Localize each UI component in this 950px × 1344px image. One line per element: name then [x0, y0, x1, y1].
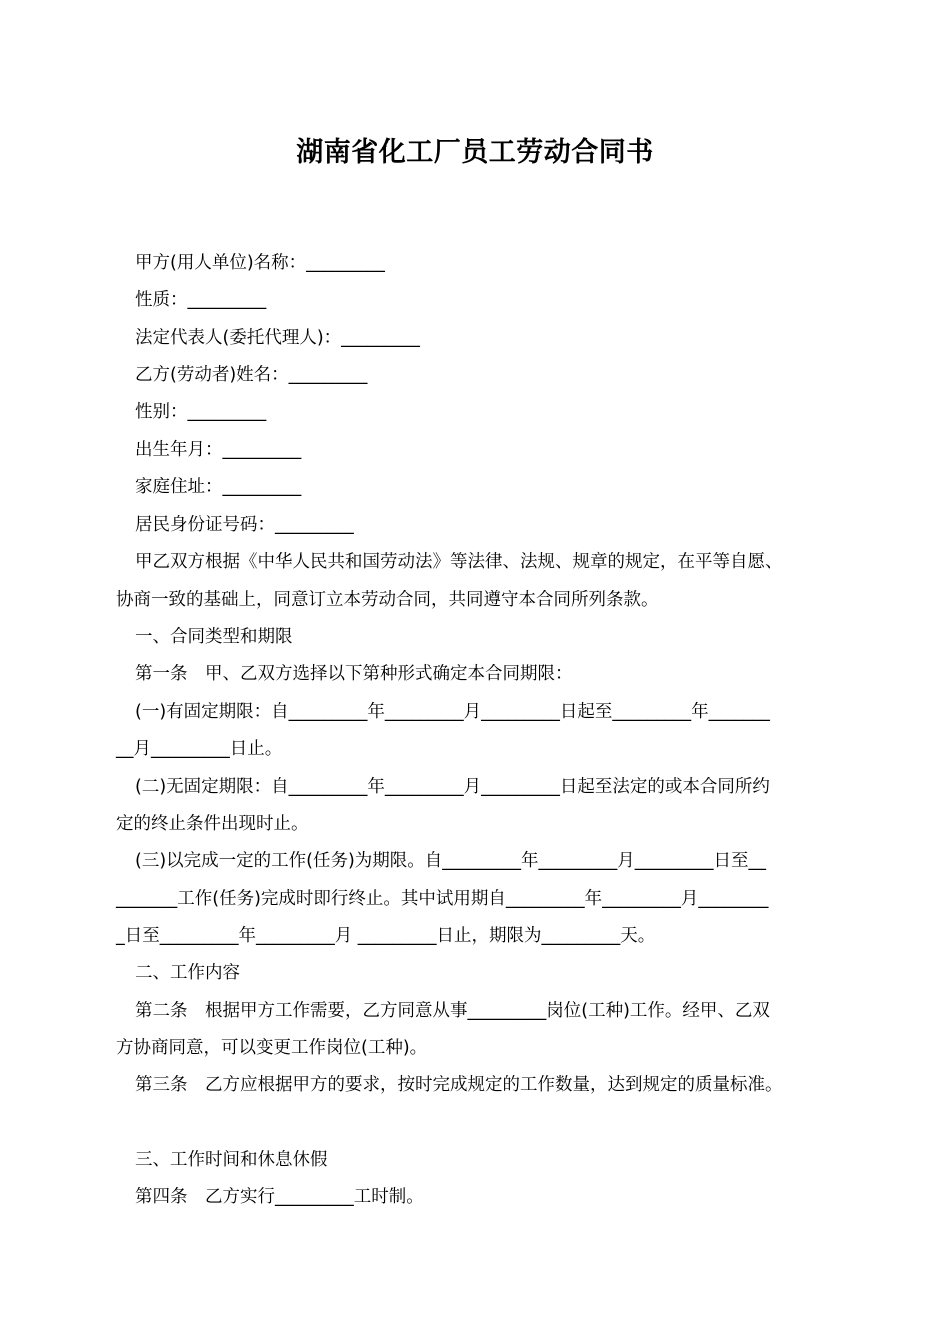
field-nature: 性质：_________ — [135, 290, 267, 310]
option-open-term-line-2: 定的终止条件出现时止。 — [116, 814, 309, 834]
field-legal-representative: 法定代表人(委托代理人)：_________ — [135, 328, 420, 348]
field-gender: 性别：_________ — [135, 402, 267, 422]
option-fixed-term-line-2: __月_________日止。 — [116, 739, 283, 759]
option-task-term-line-2: _______工作(任务)完成时即行终止。其中试用期自_________年_________月________ — [116, 889, 769, 909]
article-3: 第三条 乙方应根据甲方的要求，按时完成规定的工作数量，达到规定的质量标准。 — [135, 1075, 783, 1095]
article-1: 第一条 甲、乙双方选择以下第种形式确定本合同期限： — [135, 664, 573, 684]
section-heading-3: 三、工作时间和休息休假 — [135, 1150, 328, 1170]
field-birth-date: 出生年月：_________ — [135, 440, 302, 460]
option-task-term-line-3: _日至_________年_________月 _________日止，期限为_________天。 — [116, 926, 656, 946]
option-task-term-line-1: (三)以完成一定的工作(任务)为期限。自_________年_________月_________日至__ — [135, 851, 767, 871]
document-title: 湖南省化工厂员工劳动合同书 — [296, 137, 654, 168]
option-open-term-line-1: (二)无固定期限：自_________年_________月_________日起至法定的或本合同所约 — [135, 777, 770, 797]
preamble-line-2: 协商一致的基础上，同意订立本劳动合同，共同遵守本合同所列条款。 — [116, 590, 659, 610]
article-2-line-2: 方协商同意，可以变更工作岗位(工种)。 — [116, 1038, 428, 1058]
field-home-address: 家庭住址：_________ — [135, 477, 302, 497]
section-heading-2: 二、工作内容 — [135, 963, 240, 983]
section-heading-1: 一、合同类型和期限 — [135, 627, 293, 647]
field-employer-name: 甲方(用人单位)名称：_________ — [135, 253, 385, 273]
option-fixed-term-line-1: (一)有固定期限：自_________年_________月_________日起至_________年_______ — [135, 702, 770, 722]
preamble-line-1: 甲乙双方根据《中华人民共和国劳动法》等法律、法规、规章的规定，在平等自愿、 — [135, 552, 783, 572]
field-employee-name: 乙方(劳动者)姓名：_________ — [135, 365, 368, 385]
article-2-line-1: 第二条 根据甲方工作需要，乙方同意从事_________岗位(工种)工作。经甲、乙双 — [135, 1001, 770, 1021]
article-4: 第四条 乙方实行_________工时制。 — [135, 1187, 424, 1207]
field-id-number: 居民身份证号码：_________ — [135, 515, 354, 535]
